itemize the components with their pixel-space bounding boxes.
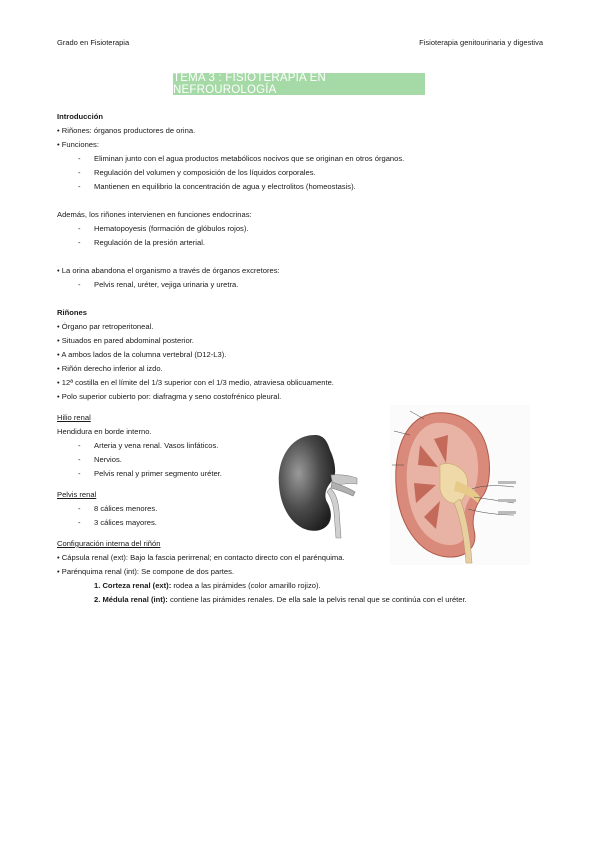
paragraph: Hendidura en borde interno. xyxy=(57,427,152,436)
list-item: • Funciones: xyxy=(57,138,547,152)
list-item: - 8 cálices menores. xyxy=(57,502,547,516)
numbered-item: 2. Médula renal (int): contiene las pirámides renales. De ella sale la pelvis renal que se continúa con el uréter. xyxy=(94,595,467,604)
list-item: - Mantienen en equilibrio la concentración de agua y electrolitos (homeostasis). xyxy=(57,180,547,194)
header-left: Grado en Fisioterapia xyxy=(57,38,130,47)
list-item: • Polo superior cubierto por: diafragma y seno costofrénico pleural. xyxy=(57,390,547,404)
section-heading-intro: Introducción xyxy=(57,112,103,121)
list-item: - Pelvis renal y primer segmento uréter. xyxy=(57,467,547,481)
kidney-illustration xyxy=(275,430,375,540)
numbered-item: 1. Corteza renal (ext): rodea a las pirámides (color amarillo rojizo). xyxy=(94,581,321,590)
list-item: - Arteria y vena renal. Vasos linfáticos. xyxy=(57,439,547,453)
list-item: • Parénquima renal (int): Se compone de dos partes. xyxy=(57,565,547,579)
kidney-section-illustration xyxy=(390,405,530,565)
page-title: TEMA 3 : FISIOTERAPIA EN NEFROUROLOGÍA xyxy=(173,73,425,95)
list-item: - 3 cálices mayores. xyxy=(57,516,547,530)
list-item: • Cápsula renal (ext): Bajo la fascia perirrenal; en contacto directo con el parénquima. xyxy=(57,551,547,565)
list-item: • Órgano par retroperitoneal. xyxy=(57,320,547,334)
list-item: - Hematopoyesis (formación de glóbulos rojos). xyxy=(57,222,547,236)
list-item: - Pelvis renal, uréter, vejiga urinaria y uretra. xyxy=(57,278,547,292)
list-item: • 12ª costilla en el límite del 1/3 superior con el 1/3 medio, atraviesa oblicuamente. xyxy=(57,376,547,390)
header-right: Fisioterapia genitourinaria y digestiva xyxy=(419,38,543,47)
section-heading-hilio: Hilio renal xyxy=(57,413,91,422)
section-heading-config: Configuración interna del riñón xyxy=(57,539,161,548)
list-item: • A ambos lados de la columna vertebral (D12-L3). xyxy=(57,348,547,362)
list-item: • La orina abandona el organismo a través de órganos excretores: xyxy=(57,264,547,278)
list-item: - Eliminan junto con el agua productos metabólicos nocivos que se originan en otros órganos. xyxy=(57,152,547,166)
section-heading-rinones: Riñones xyxy=(57,308,87,317)
list-item: - Nervios. xyxy=(57,453,547,467)
list-item: • Situados en pared abdominal posterior. xyxy=(57,334,547,348)
list-item: • Riñones: órganos productores de orina. xyxy=(57,124,547,138)
list-item: - Regulación del volumen y composición de los líquidos corporales. xyxy=(57,166,547,180)
list-item: • Riñón derecho inferior al izdo. xyxy=(57,362,547,376)
section-heading-pelvis: Pelvis renal xyxy=(57,490,97,499)
paragraph: Además, los riñones intervienen en funciones endocrinas: xyxy=(57,210,252,219)
list-item: - Regulación de la presión arterial. xyxy=(57,236,547,250)
